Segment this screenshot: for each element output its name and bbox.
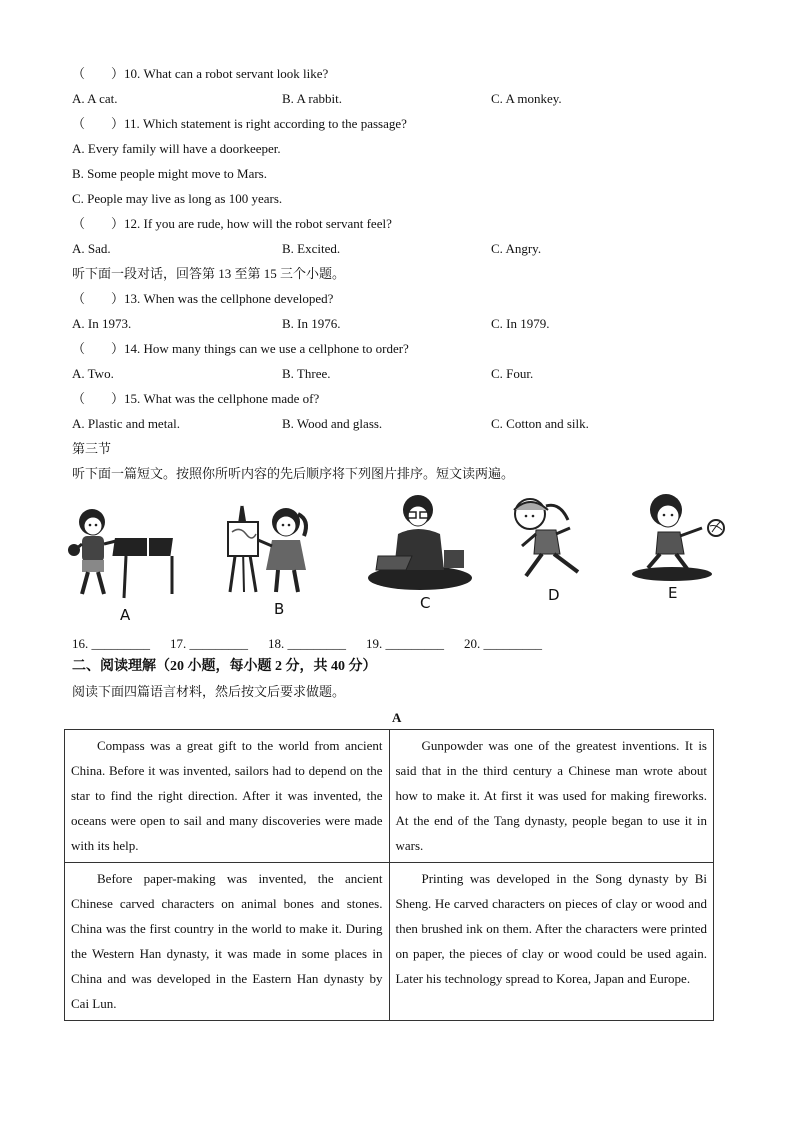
picture-b: [222, 502, 322, 618]
picture-b-label: B: [274, 600, 285, 618]
picture-a-label: A: [120, 606, 131, 624]
question-13-stem: （ ）13. When was the cellphone developed?: [72, 291, 334, 306]
picture-row: [64, 488, 744, 628]
girl-painting-icon: [222, 502, 322, 598]
question-15-option-c: C. Cotton and silk.: [491, 416, 589, 431]
question-14-option-c: C. Four.: [491, 366, 534, 381]
reading-passages-table: [64, 729, 714, 1021]
question-15-stem: （ ）15. What was the cellphone made of?: [72, 391, 320, 406]
table-row: [65, 730, 714, 863]
blank-19[interactable]: 19. _________: [366, 636, 444, 651]
question-11-option-b: B. Some people might move to Mars.: [72, 166, 267, 181]
question-10-option-c: C. A monkey.: [491, 91, 562, 106]
question-12-option-b: B. Excited.: [282, 241, 341, 256]
passage-paper-making: Before paper-making was invented, the ancient Chinese carved characters on animal bones and stones. China was the first country in the world to make it. During the Western Han dynasty, it was made in some places in China and was developed in the Eastern Han dynasty by Cai Lun.: [65, 863, 390, 1021]
blank-18[interactable]: 18. _________: [268, 636, 346, 651]
question-14-option-a: A. Two.: [72, 366, 114, 381]
section3-heading: 第三节: [72, 441, 112, 456]
question-12-stem: （ ）12. If you are rude, how will the robot servant feel?: [72, 216, 392, 231]
question-14-option-b: B. Three.: [282, 366, 331, 381]
question-13-option-b: B. In 1976.: [282, 316, 341, 331]
picture-d: [500, 494, 620, 604]
passage-gunpowder: Gunpowder was one of the greatest inventions. It is said that in the third century a Chinese man wrote about how to make it. At first it was used for making fireworks. At the end of the Tang dynasty, people began to use it in wars.: [389, 730, 714, 863]
question-10-stem: （ ）10. What can a robot servant look like?: [72, 66, 329, 81]
blank-20[interactable]: 20. _________: [464, 636, 542, 651]
part2-title: 二、阅读理解（20 小题，每小题 2 分，共 40 分）: [72, 659, 377, 674]
girl-running-icon: [500, 494, 620, 590]
blank-17[interactable]: 17. _________: [170, 636, 248, 651]
girl-table-tennis-icon: [68, 502, 180, 602]
picture-a: [68, 502, 180, 624]
blank-16[interactable]: 16. _________: [72, 636, 150, 651]
question-12-option-a: A. Sad.: [72, 241, 111, 256]
question-15-option-b: B. Wood and glass.: [282, 416, 383, 431]
passage-printing: Printing was developed in the Song dynasty by Bi Sheng. He carved characters on pieces of clay or wood and then brushed ink on them. After the characters were printed on paper, the pieces of clay or wood could be used again. Later his technology spread to Korea, Japan and Europe.: [389, 863, 714, 1021]
picture-d-label: D: [548, 586, 560, 604]
picture-e: [630, 488, 730, 602]
question-10-option-b: B. A rabbit.: [282, 91, 342, 106]
question-14-stem: （ ）14. How many things can we use a cellphone to order?: [72, 341, 409, 356]
question-11-stem: （ ）11. Which statement is right according to the passage?: [72, 116, 407, 131]
question-10-option-a: A. A cat.: [72, 91, 118, 106]
girl-volleyball-icon: [630, 488, 730, 584]
passage-label: A: [392, 710, 402, 725]
question-15-option-a: A. Plastic and metal.: [72, 416, 180, 431]
picture-e-label: E: [668, 584, 678, 602]
woman-laptop-icon: [364, 494, 474, 590]
question-11-option-c: C. People may live as long as 100 years.: [72, 191, 283, 206]
table-row: [65, 863, 714, 1021]
question-11-option-a: A. Every family will have a doorkeeper.: [72, 141, 281, 156]
question-13-option-a: A. In 1973.: [72, 316, 132, 331]
instruction-13-15: 听下面一段对话，回答第 13 至第 15 三个小题。: [72, 266, 346, 281]
section3-instruction: 听下面一篇短文。按照你所听内容的先后顺序将下列图片排序。短文读两遍。: [72, 466, 515, 481]
passage-compass: Compass was a great gift to the world from ancient China. Before it was invented, sailors had to depend on the star to find the right direction. After it was invented, the oceans were open to sail and many discoveries were made with its help.: [65, 730, 390, 863]
question-12-option-c: C. Angry.: [491, 241, 542, 256]
picture-c: [364, 494, 474, 612]
part2-instruction: 阅读下面四篇语言材料，然后按文后要求做题。: [72, 684, 346, 699]
picture-c-label: C: [420, 594, 431, 612]
question-13-option-c: C. In 1979.: [491, 316, 550, 331]
